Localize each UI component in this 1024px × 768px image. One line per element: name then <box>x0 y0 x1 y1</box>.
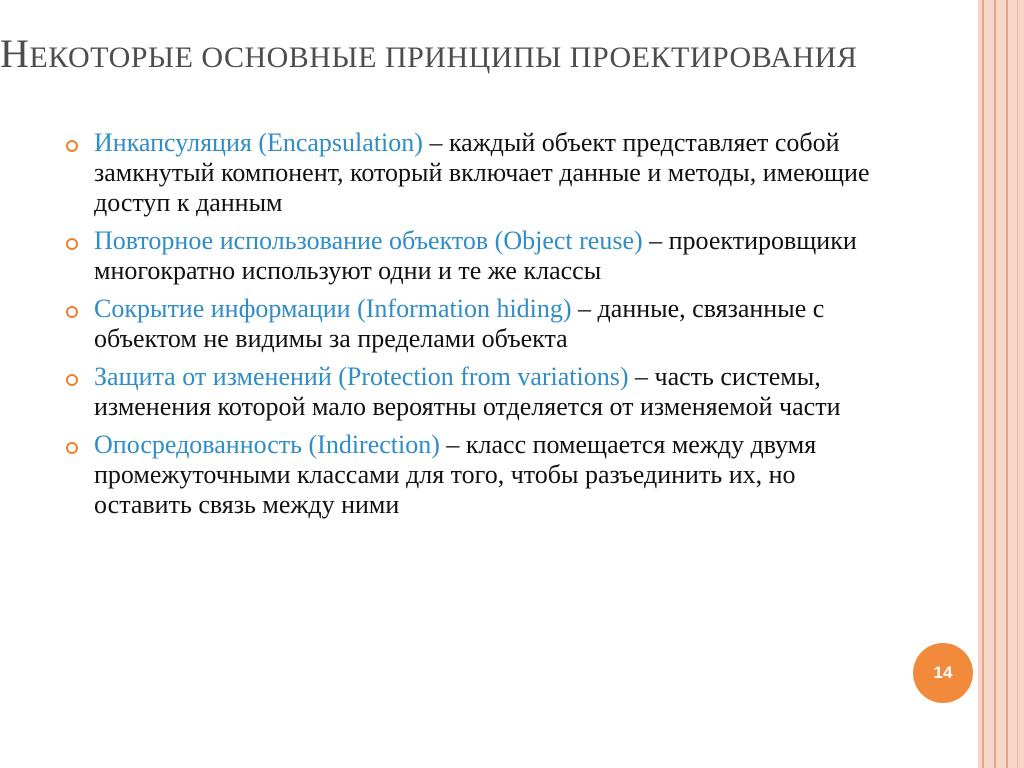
item-term: Опосредованность (Indirection) <box>94 430 440 459</box>
list-item <box>62 430 882 520</box>
item-description: – проектировщики многократно используют одни и те же классы <box>94 226 857 285</box>
slide-title <box>0 30 980 77</box>
item-term: Сокрытие информации (Information hiding) <box>94 294 572 323</box>
item-term: Повторное использование объектов (Object reuse) <box>94 226 643 255</box>
bullet-icon <box>66 238 78 250</box>
item-term: Защита от изменений (Protection from variations) <box>94 362 629 391</box>
slide-title-rest: ЕКОТОРЫЕ ОСНОВНЫЕ ПРИНЦИПЫ ПРОЕКТИРОВАНИЯ <box>29 41 858 74</box>
list-item <box>62 362 882 422</box>
list-item <box>62 128 882 218</box>
edge-line <box>1017 0 1018 768</box>
bullet-icon <box>66 374 78 386</box>
item-description: – часть системы, изменения которой мало вероятны отделяется от изменяемой части <box>94 362 841 421</box>
bullet-icon <box>66 306 78 318</box>
slide-title-first-letter: Н <box>0 31 30 76</box>
item-description: – класс помещается между двумя промежуточными классами для того, чтобы разъединить их, но оставить связь между ними <box>94 430 817 519</box>
list-item <box>62 294 882 354</box>
item-description: – данные, связанные с объектом не видимы за пределами объекта <box>94 294 825 353</box>
item-description: – каждый объект представляет собой замкнутый компонент, который включает данные и методы, имеющие доступ к данным <box>94 128 870 217</box>
bullet-icon <box>66 442 78 454</box>
page-number-badge: 14 <box>913 643 973 703</box>
item-term: Инкапсуляция (Encapsulation) <box>94 128 423 157</box>
bullet-icon <box>66 140 78 152</box>
bullet-list <box>62 128 882 528</box>
edge-line <box>994 0 996 768</box>
edge-line <box>1006 0 1008 768</box>
list-item <box>62 226 882 286</box>
edge-line <box>982 0 984 768</box>
